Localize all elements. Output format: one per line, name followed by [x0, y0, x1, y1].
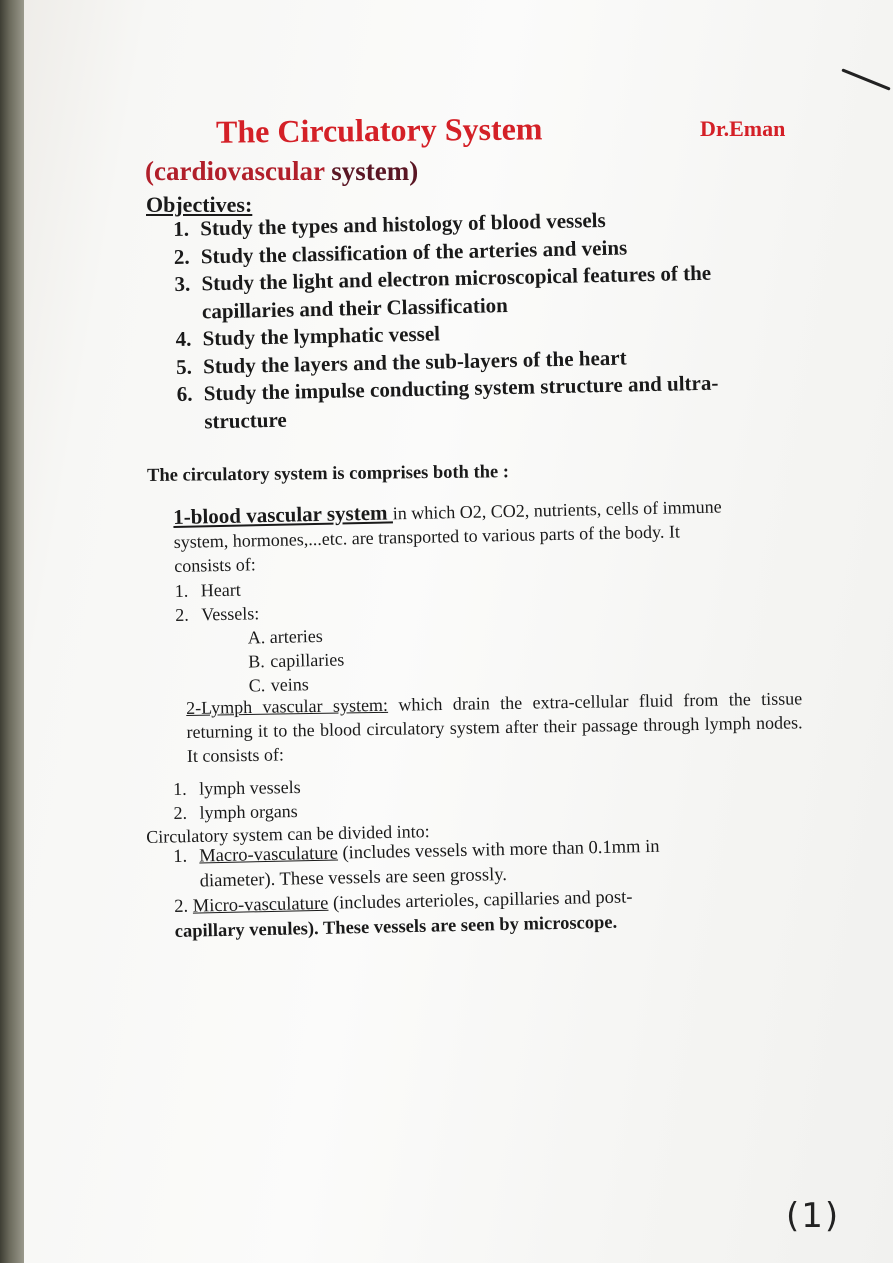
vessel-type-text: arteries: [269, 625, 323, 647]
vessel-type-text: veins: [270, 674, 309, 695]
vessel-type-text: capillaries: [270, 649, 345, 671]
macro-vasculature-term: Macro-vasculature: [199, 843, 339, 867]
list-item: [173, 799, 301, 825]
lymph-components-list: [173, 775, 301, 825]
list-text: Heart: [200, 579, 241, 601]
list-text: Vessels:: [201, 603, 260, 625]
list-number: 1.: [173, 846, 188, 867]
list-number: 2.: [174, 896, 189, 917]
objective-text: Study the classification of the arteries and veins: [200, 234, 628, 268]
page-number: (1): [786, 1196, 841, 1236]
blood-vascular-text-2: system, hormones,...etc. are transported to various parts of the body. It: [173, 521, 681, 552]
objective-number: 5.: [175, 354, 193, 379]
objective-number: 1.: [173, 216, 190, 241]
list-text: lymph vessels: [199, 776, 301, 799]
lymph-vascular-heading: 2-Lymph vascular system:: [186, 694, 389, 718]
objective-text-continued: structure: [204, 407, 287, 433]
document-page: [18, 0, 893, 1263]
subtitle-colored: (cardiovascular: [145, 156, 325, 186]
macro-vasculature-text-2: diameter). These vessels are seen grossly.: [199, 865, 508, 892]
objective-number: 3.: [174, 271, 191, 296]
blood-vascular-heading: 1-blood vascular system: [173, 500, 394, 529]
author-name: Dr.Eman: [700, 116, 786, 141]
objective-item: [176, 370, 719, 436]
objective-text-continued: capillaries and their Classification: [201, 292, 509, 323]
blood-vascular-section: [173, 494, 725, 699]
list-number: 2.: [175, 604, 190, 625]
list-item: [173, 775, 301, 801]
objectives-list: [173, 205, 719, 436]
lymph-vascular-section: [186, 686, 803, 768]
pen-stroke-mark: [841, 68, 890, 90]
objective-number: 2.: [173, 244, 190, 269]
division-list: [173, 835, 661, 945]
vessel-type-letter: B.: [248, 651, 266, 672]
objective-text: Study the lymphatic vessel: [202, 321, 441, 351]
macro-vasculature-text: (includes vessels with more than 0.1mm in: [337, 836, 660, 864]
objective-text: Study the impulse conducting system structure and ultra-: [203, 370, 719, 406]
list-number: 2.: [173, 802, 188, 823]
micro-vasculature-text: (includes arterioles, capillaries and post-: [328, 887, 633, 914]
subtitle-plain: system): [331, 156, 419, 186]
binder-edge: [0, 0, 24, 1263]
objective-number: 4.: [175, 326, 192, 351]
system-intro: The circulatory system is comprises both the :: [147, 462, 510, 486]
list-number: 1.: [173, 778, 187, 799]
objective-number: 6.: [176, 381, 193, 406]
objective-item: [174, 260, 717, 326]
list-text: lymph organs: [199, 801, 298, 823]
list-number: 1.: [174, 580, 189, 601]
blood-components-list: [175, 567, 726, 698]
objective-text: Study the types and histology of blood vessels: [200, 207, 606, 241]
objective-text: Study the light and electron microscopical features of the: [201, 260, 712, 296]
division-intro: Circulatory system can be divided into:: [146, 821, 430, 847]
document-subtitle: [145, 156, 418, 187]
objective-text: Study the layers and the sub-layers of the heart: [202, 345, 627, 378]
blood-vascular-text: in which O2, CO2, nutrients, cells of immune: [392, 496, 722, 524]
micro-vasculature-term: Micro-vasculature: [192, 893, 329, 917]
vessel-types-list: [248, 615, 726, 697]
blood-vascular-text-3: consists of:: [174, 554, 256, 576]
vessel-type-letter: A.: [247, 627, 266, 648]
objectives-heading: Objectives:: [146, 192, 253, 217]
lymph-vascular-text: which drain the extra-cellular fluid from the tissue returning it to the blood circulatory system after their passage through lymph nodes. It consists of:: [186, 688, 803, 766]
document-title: The Circulatory System: [215, 110, 543, 150]
vessel-type-letter: C.: [248, 675, 266, 696]
micro-vasculature-text-2: capillary venules). These vessels are seen by microscope.: [174, 912, 618, 942]
